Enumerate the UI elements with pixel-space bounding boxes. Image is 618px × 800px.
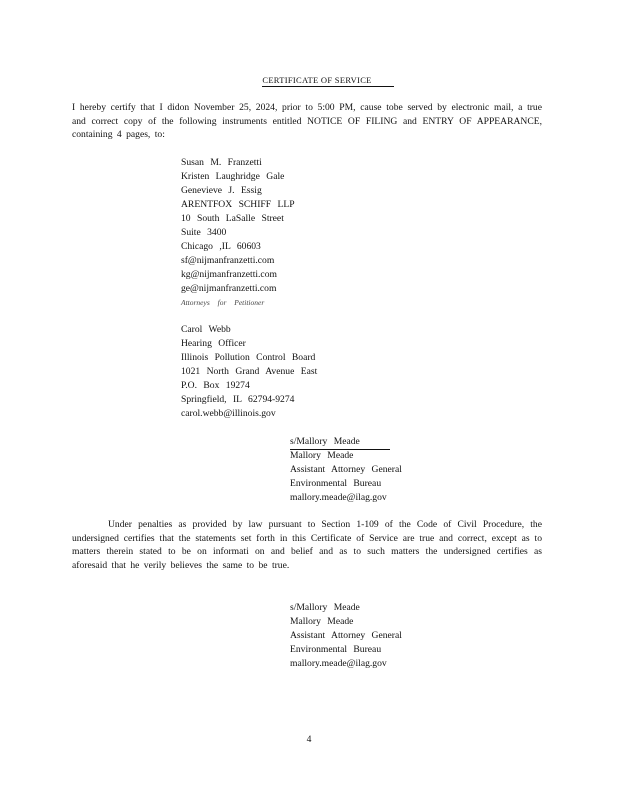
signer-line: Mallory Meade (290, 616, 354, 627)
recipient-line: Genevieve J. Essig (181, 185, 262, 196)
certification-paragraph: I hereby certify that I didon November 25, 2024, prior to 5:00 PM, cause tobe served by electronic mail, a true and correct copy of the following instruments entitled NOTICE OF FILING and ENTRY OF APPEARANCE, containing 4 pages, to: (72, 102, 542, 140)
recipient-line: Suite 3400 (181, 227, 227, 238)
recipient-block-petitioner (181, 156, 295, 310)
signature-block (290, 601, 402, 671)
recipient-line: Illinois Pollution Control Board (181, 352, 316, 363)
recipient-line: ARENTFOX SCHIFF LLP (181, 199, 295, 210)
signer-line: Assistant Attorney General (290, 630, 402, 641)
recipient-line: 10 South LaSalle Street (181, 213, 284, 224)
signature-block (290, 435, 402, 505)
recipient-email: sf@nijmanfranzetti.com (181, 255, 275, 266)
recipient-line: Chicago ,IL 60603 (181, 241, 261, 252)
recipient-role: Attorneys for Petitioner (181, 298, 265, 307)
recipient-line: Kristen Laughridge Gale (181, 171, 285, 182)
recipient-email: kg@nijmanfranzetti.com (181, 269, 277, 280)
document-title (0, 74, 618, 87)
recipient-line: Hearing Officer (181, 338, 246, 349)
recipient-block-hearing-officer (181, 323, 317, 421)
recipient-line: Susan M. Franzetti (181, 157, 262, 168)
signature-line: s/Mallory Meade (290, 602, 360, 613)
recipient-line: 1021 North Grand Avenue East (181, 366, 318, 377)
signer-email: mallory.meade@ilag.gov (290, 492, 387, 503)
signer-line: Assistant Attorney General (290, 464, 402, 475)
recipient-email: carol.webb@illinois.gov (181, 408, 276, 419)
recipient-line: P.O. Box 19274 (181, 380, 250, 391)
verification-paragraph: Under penalties as provided by law pursuant to Section 1-109 of the Code of Civil Procedure, the undersigned certifies that the statements set forth in this Certificate of Service are true and correct, except as to matters therein stated to be on informati on and belief and as to such matters the undersigned certifies as aforesaid that he verily believes the same to be true. (72, 519, 542, 571)
recipient-email: ge@nijmanfranzetti.com (181, 283, 277, 294)
page-number: 4 (306, 734, 312, 745)
recipient-line: Springfield, IL 62794-9274 (181, 394, 295, 405)
recipient-line: Carol Webb (181, 324, 231, 335)
signer-line: Mallory Meade (290, 450, 354, 461)
signature-line: s/Mallory Meade (290, 435, 390, 450)
signer-email: mallory.meade@ilag.gov (290, 658, 387, 669)
signer-line: Environmental Bureau (290, 644, 382, 655)
title-text: CERTIFICATE OF SERVICE (262, 74, 393, 87)
signer-line: Environmental Bureau (290, 478, 382, 489)
